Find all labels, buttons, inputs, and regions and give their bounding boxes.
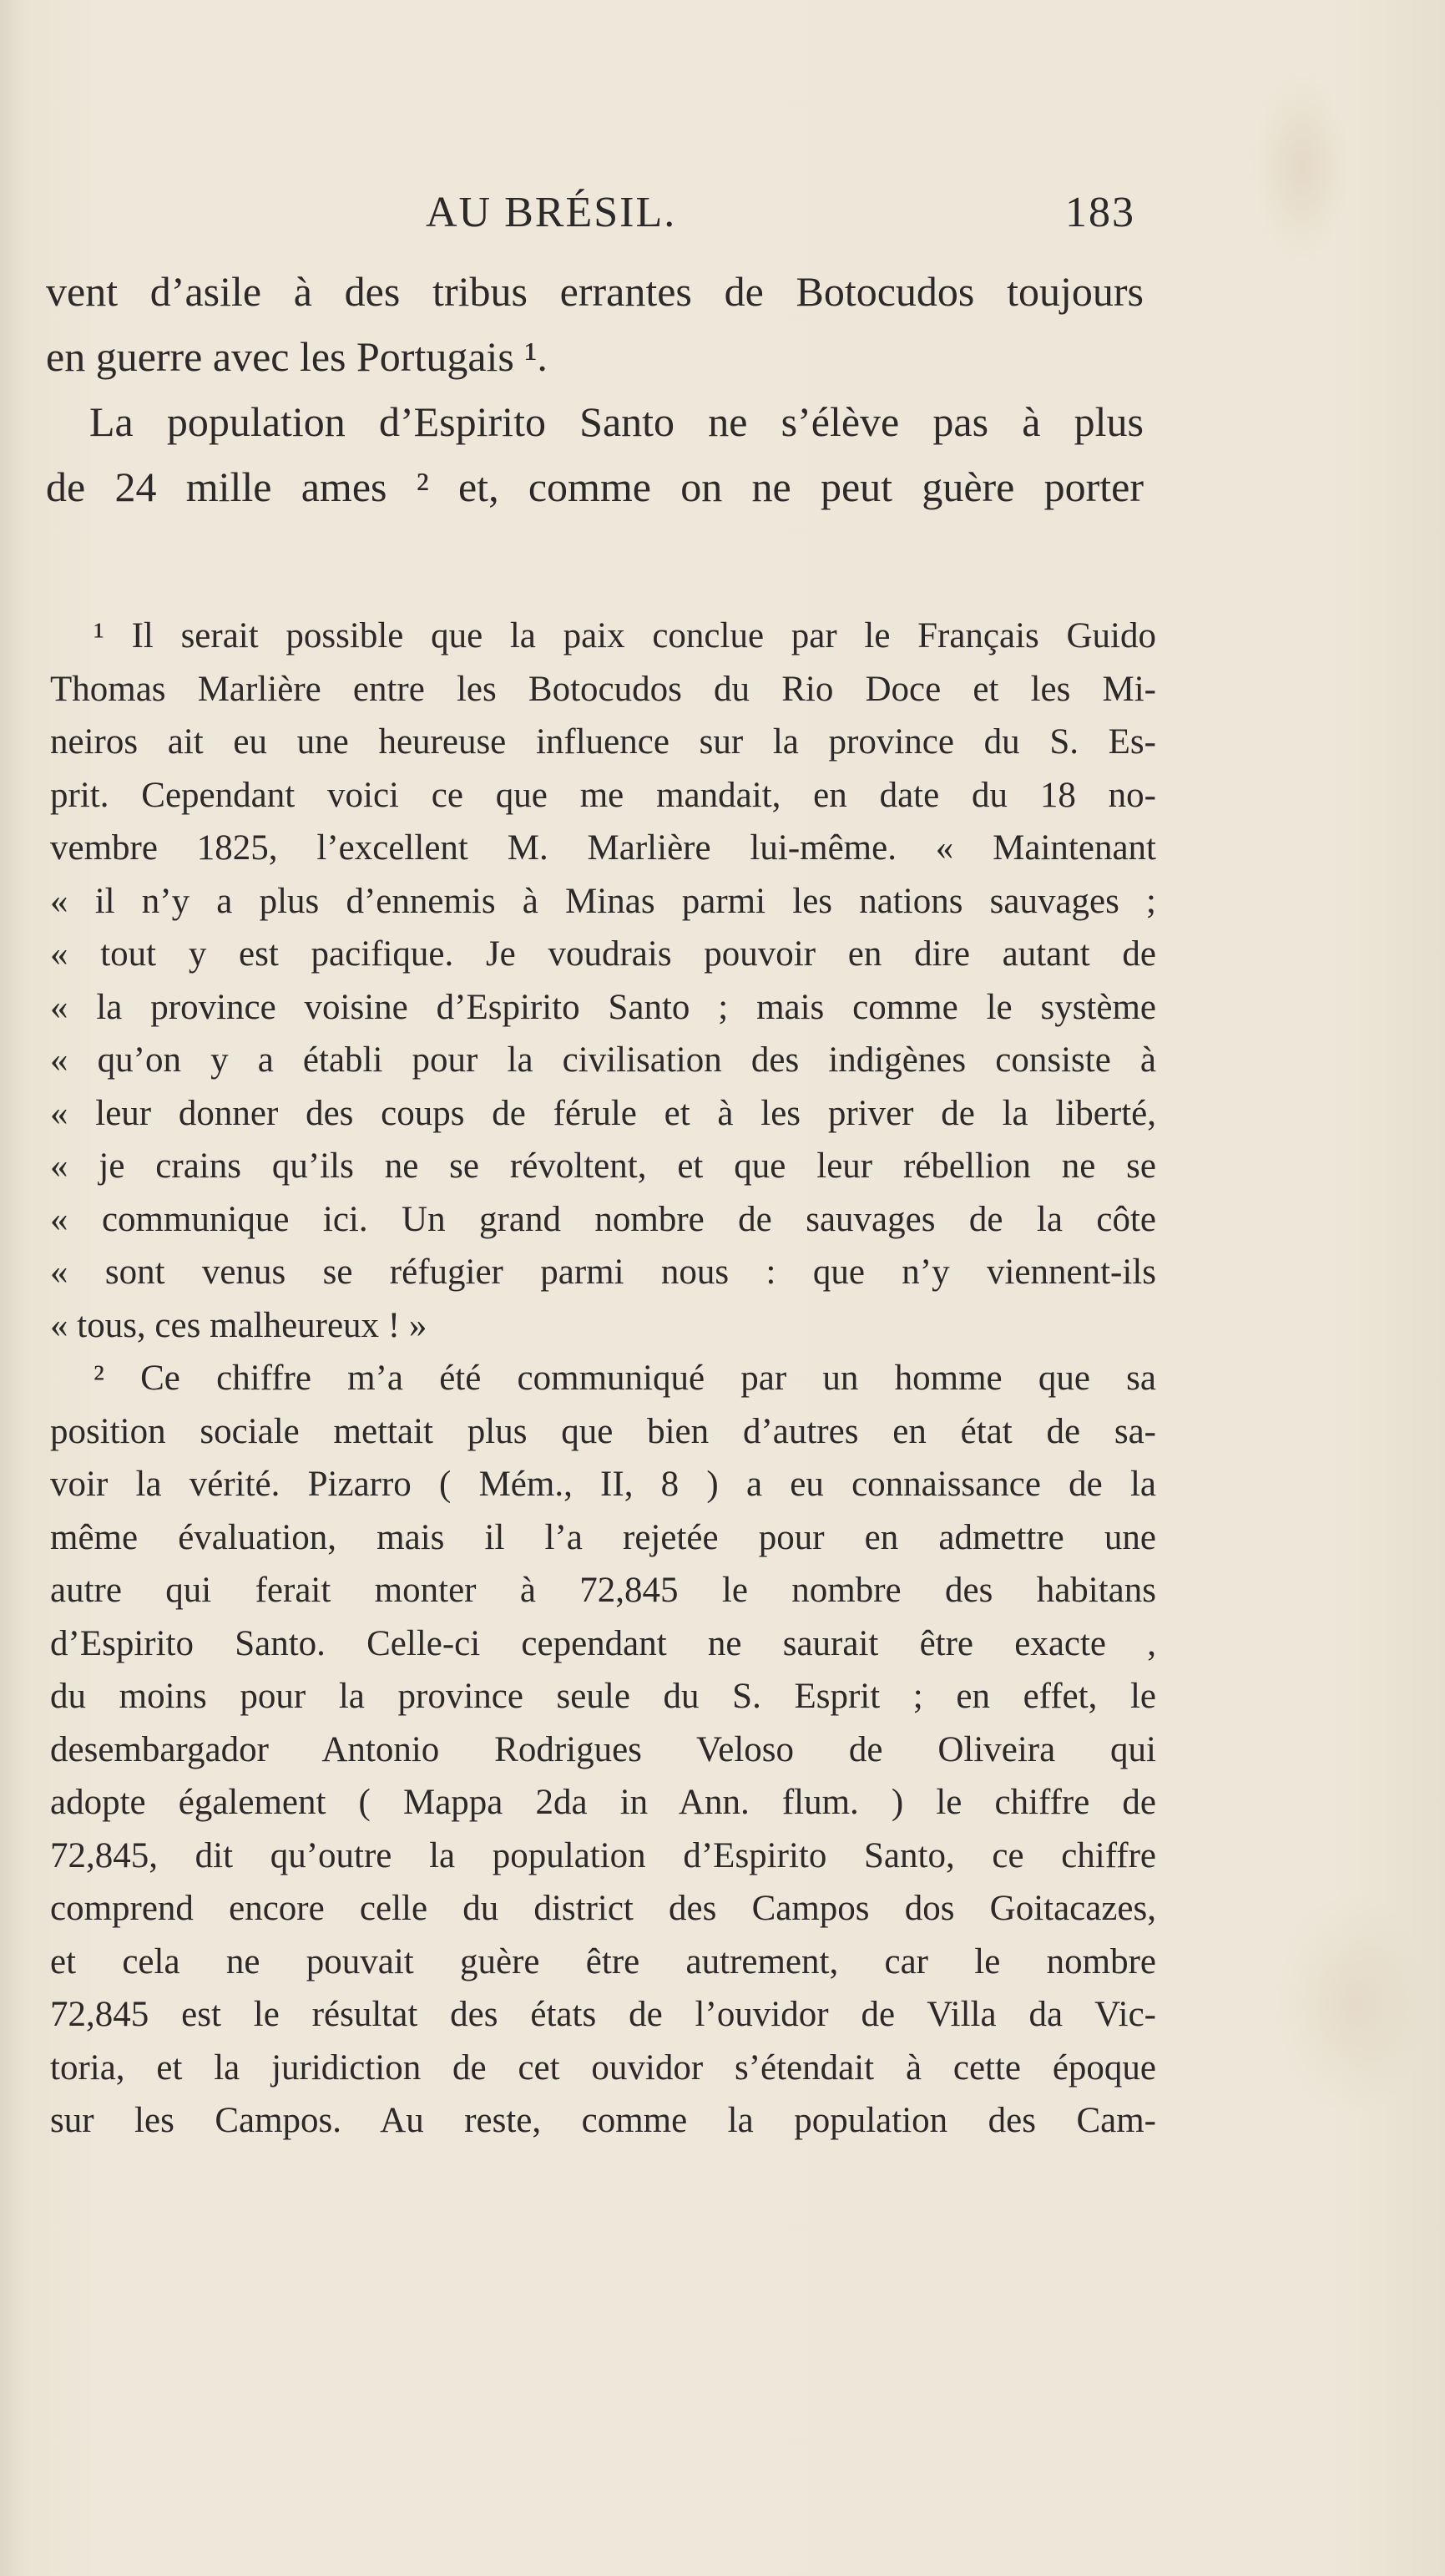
footnote-line: « communique ici. Un grand nombre de sauvages de la côte bbox=[50, 1199, 1156, 1239]
page-number: 183 bbox=[1065, 189, 1135, 236]
text-line: de 24 mille ames ² et, comme on ne peut guère porter bbox=[46, 463, 1144, 510]
footnote-line: position sociale mettait plus que bien d’autres en état de sa- bbox=[50, 1411, 1156, 1451]
footnote-line: ² Ce chiffre m’a été communiqué par un homme que sa bbox=[93, 1359, 1156, 1398]
footnote-line: autre qui ferait monter à 72,845 le nombre des habitans bbox=[50, 1571, 1156, 1610]
footnotes bbox=[50, 610, 1156, 2148]
text-line: La population d’Espirito Santo ne s’élève pas à plus bbox=[89, 398, 1144, 445]
footnote-line: prit. Cependant voici ce que me mandait, en date du 18 no- bbox=[50, 775, 1156, 815]
footnote-line: adopte également ( Mappa 2da in Ann. flum. ) le chiffre de bbox=[50, 1783, 1156, 1822]
footnote-line: « la province voisine d’Espirito Santo ; mais comme le système bbox=[50, 987, 1156, 1027]
footnote-line: Thomas Marlière entre les Botocudos du Rio Doce et les Mi- bbox=[50, 669, 1156, 709]
footnote-line: « je crains qu’ils ne se révoltent, et que leur rébellion ne se bbox=[50, 1146, 1156, 1186]
footnote-line: comprend encore celle du district des Campos dos Goitacazes, bbox=[50, 1889, 1156, 1928]
footnote-line: même évaluation, mais il l’a rejetée pour en admettre une bbox=[50, 1517, 1156, 1557]
text-line: vent d’asile à des tribus errantes de Botocudos toujours bbox=[46, 268, 1144, 315]
text-line: en guerre avec les Portugais ¹. bbox=[46, 333, 548, 380]
footnote-2 bbox=[50, 1352, 1156, 2148]
footnote-line: d’Espirito Santo. Celle-ci cependant ne saurait être exacte , bbox=[50, 1623, 1156, 1663]
footnote-line: desembargador Antonio Rodrigues Veloso de Oliveira qui bbox=[50, 1729, 1156, 1769]
footnote-line: « qu’on y a établi pour la civilisation des indigènes consiste à bbox=[50, 1040, 1156, 1080]
footnote-line: toria, et la juridiction de cet ouvidor s’étendait à cette époque bbox=[50, 2047, 1156, 2088]
footnote-line: du moins pour la province seule du S. Esprit ; en effet, le bbox=[50, 1677, 1156, 1716]
footnote-line: « leur donner des coups de férule et à les priver de la liberté, bbox=[50, 1093, 1156, 1133]
footnote-line: vembre 1825, l’excellent M. Marlière lui-même. « Maintenant bbox=[50, 828, 1156, 868]
footnote-line: 72,845 est le résultat des états de l’ouvidor de Villa da Vic- bbox=[50, 1995, 1156, 2034]
footnote-line: ¹ Il serait possible que la paix conclue par le Français Guido bbox=[93, 616, 1156, 655]
footnote-1 bbox=[50, 610, 1156, 1352]
footnote-line: voir la vérité. Pizarro ( Mém., II, 8 ) a eu connaissance de la bbox=[50, 1465, 1156, 1504]
footnote-line: et cela ne pouvait guère être autrement, car le nombre bbox=[50, 1941, 1156, 1981]
running-title: AU BRÉSIL. bbox=[426, 189, 677, 236]
main-text bbox=[46, 259, 1144, 519]
footnote-line: « tout y est pacifique. Je voudrais pouvoir en dire autant de bbox=[50, 934, 1156, 974]
footnote-line: « sont venus se réfugier parmi nous : que n’y viennent-ils bbox=[50, 1253, 1156, 1292]
footnote-line: « tous, ces malheureux ! » bbox=[50, 1305, 427, 1345]
footnote-line: 72,845, dit qu’outre la population d’Espirito Santo, ce chiffre bbox=[50, 1835, 1156, 1875]
footnote-line: neiros ait eu une heureuse influence sur la province du S. Es- bbox=[50, 722, 1156, 762]
footnote-line: « il n’y a plus d’ennemis à Minas parmi les nations sauvages ; bbox=[50, 881, 1156, 921]
footnote-line: sur les Campos. Au reste, comme la population des Cam- bbox=[50, 2101, 1156, 2140]
